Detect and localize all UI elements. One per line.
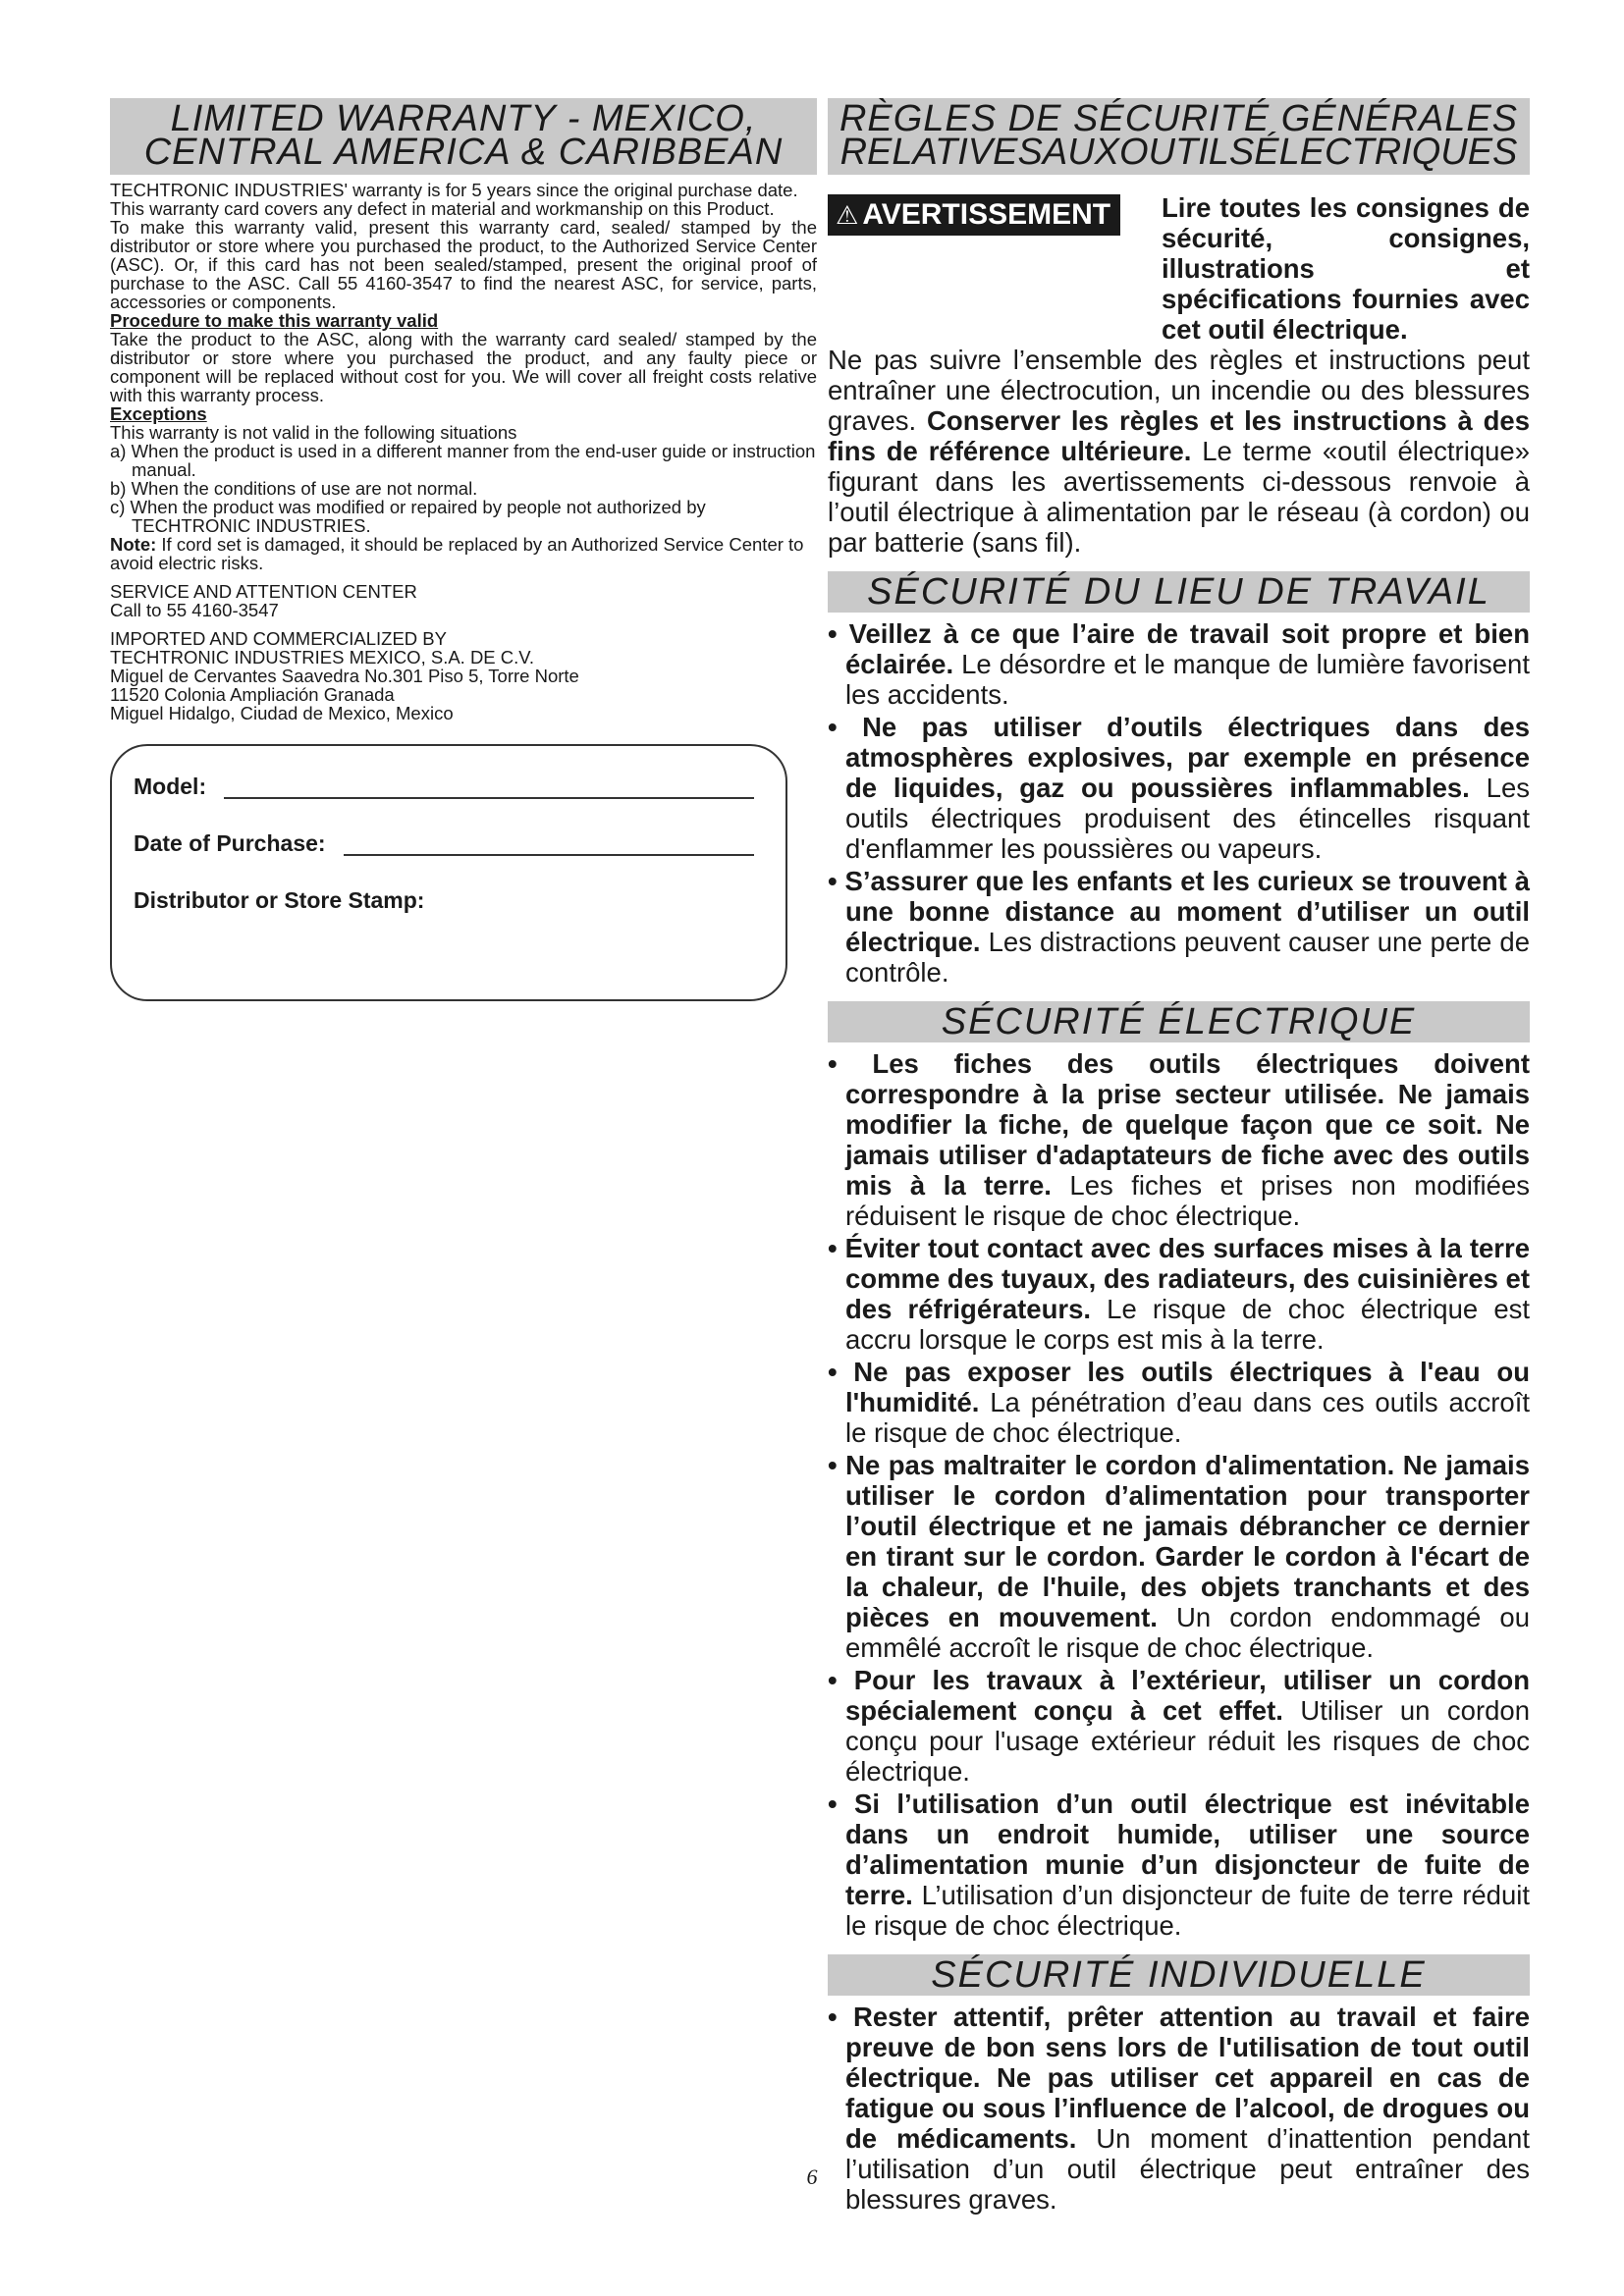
safety-title-line1: RÈGLES DE SÉCURITÉ GÉNÉRALES [839, 98, 1519, 139]
electrical-safety-list [828, 1048, 1530, 1941]
bullet-text: L’utilisation d’un disjoncteur de fuite de terre réduit le risque de choc électrique. [845, 1880, 1530, 1941]
model-label: Model: [134, 774, 207, 799]
bullet-bold: • Éviter tout contact avec des surfaces mises à la terre comme des tuyaux, des radiateurs, des cuisinières et des réfrigérateurs. [828, 1233, 1530, 1324]
store-stamp-label: Distributor or Store Stamp: [134, 887, 425, 913]
bullet-bold: • Veillez à ce que l’aire de travail soit propre et bien éclairée. [828, 618, 1530, 679]
intro-bold-2: Conserver les règles et les instructions à des fins de référence ultérieure. [828, 405, 1530, 466]
import-line-5: Miguel Hidalgo, Ciudad de Mexico, Mexico [110, 703, 454, 723]
bullet-bold: • Les fiches des outils électriques doivent correspondre à la prise secteur utilisée. Ne jamais modifier la fiche, de quelque façon que ce soit. Ne jamais utiliser d'adaptateurs de fiche avec des outils mis à la terre. [828, 1048, 1530, 1201]
bullet-text: Les outils électriques produisent des étincelles risquant d'enflammer les poussières ou vapeurs. [845, 773, 1530, 864]
procedure-heading: Procedure to make this warranty valid [110, 310, 439, 331]
import-line-1: IMPORTED AND COMMERCIALIZED BY [110, 628, 447, 649]
bullet-text: La pénétration d’eau dans ces outils accroît le risque de choc électrique. [845, 1387, 1530, 1448]
date-of-purchase-row [134, 830, 764, 887]
warranty-body [110, 181, 817, 722]
work-area-safety-list [828, 618, 1530, 988]
bullet-bold: • S’assurer que les enfants et les curieux se trouvent à une bonne distance au moment d’utiliser un outil électrique. [828, 866, 1530, 957]
store-stamp-row [134, 887, 764, 944]
list-item [828, 1048, 1530, 1231]
personal-safety-banner: SÉCURITÉ INDIVIDUELLE [828, 1954, 1530, 1996]
bullet-text: Le désordre et le manque de lumière favorisent les accidents. [845, 649, 1530, 710]
warranty-form-box [110, 744, 787, 1001]
bullet-bold: • Pour les travaux à l’extérieur, utiliser un cordon spécialement conçu à cet effet. [828, 1665, 1530, 1726]
import-line-2: TECHTRONIC INDUSTRIES MEXICO, S.A. DE C.V. [110, 647, 535, 667]
warning-bold-text: Lire toutes les consignes de sécurité, consignes, illustrations et spécifications fournies avec cet outil électrique. [1162, 192, 1530, 345]
exceptions-intro: This warranty is not valid in the following situations [110, 422, 517, 443]
bullet-bold: • Si l’utilisation d’un outil électrique est inévitable dans un endroit humide, utiliser une source d’alimentation munie d’un disjoncteur de fuite de terre. [828, 1789, 1530, 1910]
warranty-title-line1: LIMITED WARRANTY - MEXICO, [170, 98, 757, 139]
service-line-2: Call to 55 4160-3547 [110, 600, 279, 620]
warranty-title-line2: CENTRAL AMERICA & CARIBBEAN [143, 132, 784, 173]
electrical-safety-banner: SÉCURITÉ ÉLECTRIQUE [828, 1001, 1530, 1042]
bullet-bold: • Ne pas exposer les outils électriques à l'eau ou l'humidité. [828, 1357, 1530, 1417]
bullet-text: Les fiches et prises non modifiées réduisent le risque de choc électrique. [845, 1170, 1530, 1231]
safety-intro-continued [828, 345, 1530, 558]
page-number: 6 [806, 2164, 818, 2189]
warning-triangle-icon: ⚠ [836, 200, 859, 230]
import-line-3: Miguel de Cervantes Saavedra No.301 Piso 5, Torre Norte [110, 666, 579, 686]
bullet-text: Le risque de choc électrique est accru lorsque le corps est mis à la terre. [845, 1294, 1530, 1355]
bullet-bold: • Rester attentif, prêter attention au travail et faire preuve de bon sens lors de l'utilisation de tout outil électrique. Ne pas utiliser cet appareil en cas de fatigue ou sous l’influence de l’alcool, de drogues ou de médicaments. [828, 2002, 1530, 2154]
work-area-safety-banner: SÉCURITÉ DU LIEU DE TRAVAIL [828, 571, 1530, 613]
import-line-4: 11520 Colonia Ampliación Granada [110, 684, 395, 705]
warning-badge-label: AVERTISSEMENT [862, 198, 1111, 231]
date-of-purchase-label: Date of Purchase: [134, 830, 326, 856]
warranty-paragraph-3: To make this warranty valid, present this warranty card, sealed/ stamped by the distributor or store where you purchased the product, to the Authorized Service Center (ASC). Or, if this card has not been sealed/stamped, present the original proof of purchase to the ASC. Call 55 4160-3547 to find the nearest ASC, for service, parts, accessories or components. [110, 217, 817, 312]
bullet-text: Utiliser un cordon conçu pour l'usage extérieur réduit les risques de choc électrique. [845, 1695, 1530, 1787]
list-item [828, 1233, 1530, 1355]
service-line-1: SERVICE AND ATTENTION CENTER [110, 581, 417, 602]
safety-column [828, 98, 1530, 2216]
list-item [828, 1665, 1530, 1787]
exception-b: b) When the conditions of use are not normal. [110, 478, 478, 499]
safety-title-line2: RELATIVESAUXOUTILSÉLECTRIQUES [839, 132, 1518, 173]
model-row [134, 774, 764, 830]
warranty-title-banner [110, 98, 817, 175]
warranty-paragraph-1: TECHTRONIC INDUSTRIES' warranty is for 5 years since the original purchase date. [110, 180, 798, 200]
date-of-purchase-field[interactable] [344, 830, 754, 856]
warranty-note [110, 535, 817, 572]
safety-title-banner [828, 98, 1530, 175]
exceptions-heading: Exceptions [110, 403, 207, 424]
list-item [828, 618, 1530, 710]
bullet-bold: • Ne pas utiliser d’outils électriques dans des atmosphères explosives, par exemple en présence de liquides, gaz ou poussières inflammables. [828, 712, 1530, 803]
bullet-text: Un cordon endommagé ou emmêlé accroît le risque de choc électrique. [845, 1602, 1530, 1663]
list-item [828, 712, 1530, 864]
list-item [828, 1450, 1530, 1663]
note-label: Note: [110, 534, 157, 555]
exception-c: c) When the product was modified or repaired by people not authorized by TECHTRONIC INDUSTRIES. [110, 497, 706, 536]
list-item [828, 866, 1530, 988]
intro-normal-1: Ne pas suivre l’ensemble des règles et instructions peut entraîner une électrocution, un incendie ou des blessures graves. [828, 345, 1530, 436]
note-text: If cord set is damaged, it should be replaced by an Authorized Service Center to avoid electric risks. [110, 534, 804, 573]
model-field[interactable] [224, 774, 754, 799]
exception-a: a) When the product is used in a different manner from the end-user guide or instruction manual. [110, 441, 816, 480]
warranty-column [110, 98, 817, 1001]
warning-badge [828, 194, 1120, 236]
list-item [828, 1357, 1530, 1448]
bullet-bold: • Ne pas maltraiter le cordon d'alimentation. Ne jamais utiliser le cordon d’alimentation pour transporter l’outil électrique et ne jamais débrancher ce dernier en tirant sur le cordon. Garder le cordon à l'écart de la chaleur, de l'huile, des objets tranchants et des pièces en mouvement. [828, 1450, 1530, 1632]
bullet-text: Un moment d’inattention pendant l’utilisation d’un outil électrique peut entraîner des blessures graves. [845, 2123, 1530, 2215]
procedure-text: Take the product to the ASC, along with the warranty card sealed/ stamped by the distributor or store where you purchased the product, and any faulty piece or component will be replaced without cost for you. We will cover all freight costs relative with this warranty process. [110, 329, 817, 405]
intro-normal-2: Le terme «outil électrique» figurant dans les avertissements ci-dessous renvoie à l’outil électrique à alimentation par le réseau (à cordon) ou par batterie (sans fil). [828, 436, 1530, 558]
bullet-text: Les distractions peuvent causer une perte de contrôle. [845, 927, 1530, 988]
list-item [828, 1789, 1530, 1941]
warranty-paragraph-2: This warranty card covers any defect in material and workmanship on this Product. [110, 198, 775, 219]
